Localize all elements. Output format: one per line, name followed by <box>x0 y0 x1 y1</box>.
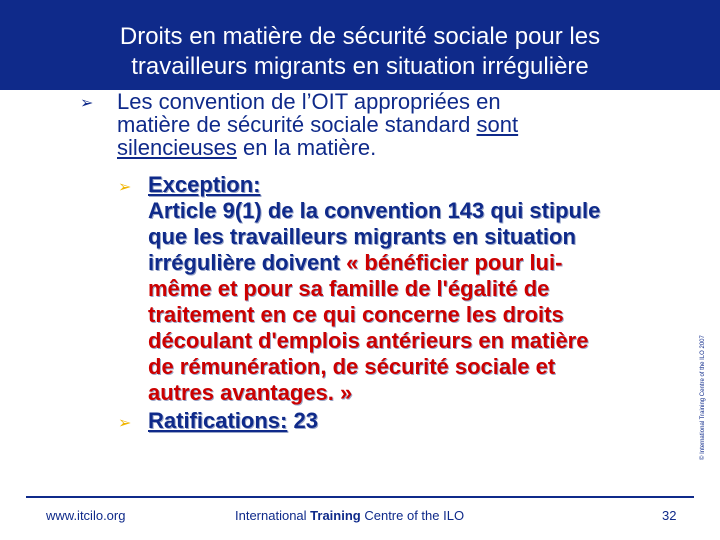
footer-divider <box>26 496 694 498</box>
bullet-1-underlined-silencieuses: silencieuses <box>117 135 237 160</box>
bullet-3-text <box>148 408 678 434</box>
bullet-1-part1: Les convention de l’OIT appropriées en <box>117 89 501 114</box>
arrow-bullet-icon: ➢ <box>118 415 132 432</box>
bullet-1-part2: matière de sécurité sociale standard <box>117 112 477 137</box>
title-line-2: travailleurs migrants en situation irrégulière <box>131 53 589 80</box>
bullet-3 <box>118 408 678 434</box>
exception-label: Exception: <box>148 172 261 197</box>
bullet-2-quote-line-3: découlant d'emplois antérieurs en matière <box>148 328 589 353</box>
bullet-1-underlined-sont: sont <box>476 112 519 137</box>
footer-org-training: Training <box>310 508 361 523</box>
copyright-notice: © International Training Centre of the ILO 2007 <box>700 335 706 460</box>
footer-org-part1: International <box>235 508 311 523</box>
bullet-2-quote-line-5: autres avantages. » <box>148 380 353 405</box>
bullet-2-quote-line-4: de rémunération, de sécurité sociale et <box>148 354 556 379</box>
ratifications-value: 23 <box>287 408 318 433</box>
footer-website-link[interactable]: www.itcilo.org <box>46 508 126 523</box>
bullet-1-part5: en la matière. <box>236 135 377 160</box>
bullet-2-line-3: irrégulière doivent <box>148 250 347 275</box>
page-number: 32 <box>662 508 677 523</box>
bullet-1-text <box>117 90 640 159</box>
ratifications-label: Ratifications: <box>148 408 288 433</box>
bullet-2-quote-line-2: traitement en ce qui concerne les droits <box>148 302 564 327</box>
arrow-bullet-icon: ➢ <box>118 179 132 196</box>
bullet-2-line-2: que les travailleurs migrants en situation <box>148 224 576 249</box>
bullet-2-text <box>148 172 678 406</box>
bullet-2-quote-start: « bénéficier pour lui- <box>346 250 563 275</box>
bullet-2-line-1: Article 9(1) de la convention 143 qui stipule <box>148 198 601 223</box>
bullet-2-quote-line-1: même et pour sa famille de l'égalité de <box>148 276 550 301</box>
footer-org-part2: Centre of the ILO <box>360 508 465 523</box>
title-line-1: Droits en matière de sécurité sociale pour les <box>119 23 601 50</box>
arrow-bullet-icon: ➢ <box>80 95 94 112</box>
bullet-2 <box>118 172 678 406</box>
footer-organization <box>235 508 464 523</box>
bullet-1 <box>80 90 640 159</box>
